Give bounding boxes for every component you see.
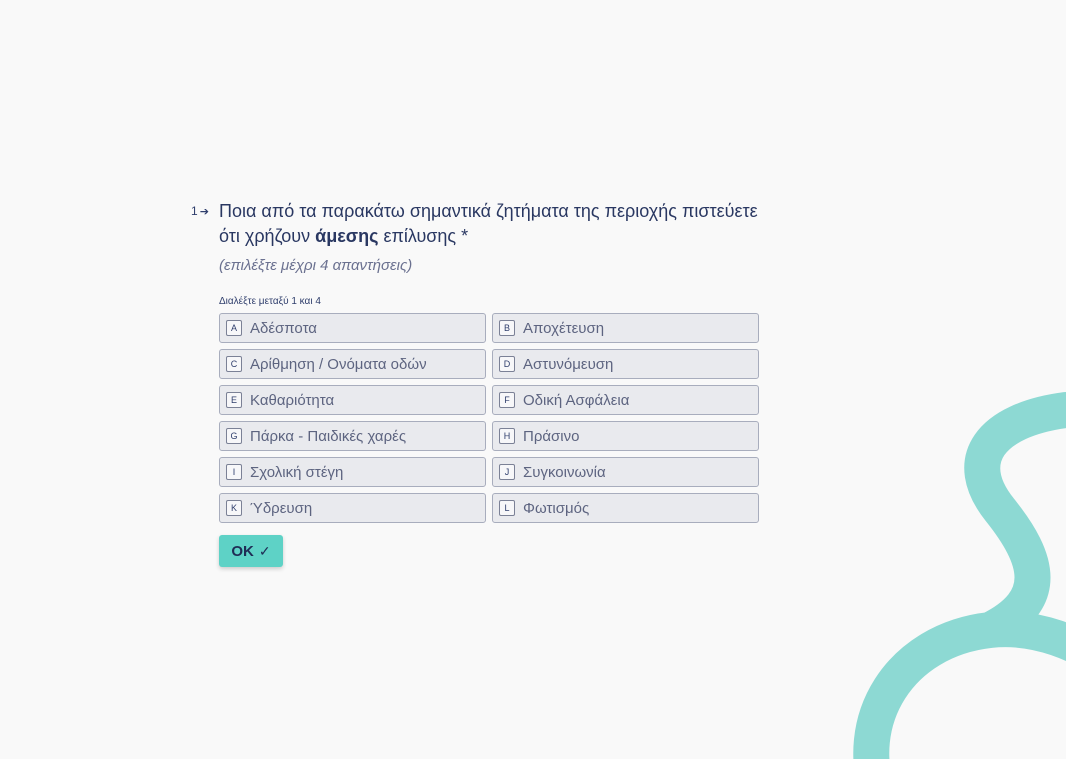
choice-label: Σχολική στέγη bbox=[250, 463, 344, 481]
choice-key: G bbox=[226, 428, 242, 444]
choice-j[interactable] bbox=[492, 457, 759, 487]
question-title-bold: άμεσης bbox=[315, 226, 379, 246]
check-icon: ✓ bbox=[258, 542, 271, 559]
choice-k[interactable] bbox=[219, 493, 486, 523]
choice-label: Πράσινο bbox=[523, 427, 580, 445]
choice-label: Αδέσποτα bbox=[250, 319, 317, 337]
choice-label: Συγκοινωνία bbox=[523, 463, 606, 481]
choice-label: Πάρκα - Παιδικές χαρές bbox=[250, 427, 407, 445]
choice-label: Αποχέτευση bbox=[523, 319, 605, 337]
ok-button-label: OK bbox=[231, 542, 254, 560]
selection-hint: Διαλέξτε μεταξύ 1 και 4 bbox=[219, 296, 321, 307]
question-block bbox=[191, 199, 771, 567]
question-number-text: 1 bbox=[191, 204, 198, 218]
choice-h[interactable] bbox=[492, 421, 759, 451]
choice-key: E bbox=[226, 392, 242, 408]
question-subtitle: (επιλέξτε μέχρι 4 απαντήσεις) bbox=[219, 257, 413, 274]
choice-b[interactable] bbox=[492, 313, 759, 343]
choice-key: J bbox=[499, 464, 515, 480]
choice-label: Αστυνόμευση bbox=[523, 355, 614, 373]
choice-key: C bbox=[226, 356, 242, 372]
choice-key: B bbox=[499, 320, 515, 336]
choice-a[interactable] bbox=[219, 313, 486, 343]
question-body bbox=[219, 199, 771, 567]
choice-i[interactable] bbox=[219, 457, 486, 487]
choice-key: K bbox=[226, 500, 242, 516]
choice-l[interactable] bbox=[492, 493, 759, 523]
choice-label: Αρίθμηση / Ονόματα οδών bbox=[250, 355, 427, 373]
choices-grid bbox=[219, 313, 759, 523]
choice-key: D bbox=[499, 356, 515, 372]
choice-e[interactable] bbox=[219, 385, 486, 415]
choice-g[interactable] bbox=[219, 421, 486, 451]
question-number bbox=[191, 204, 209, 218]
question-title bbox=[219, 199, 771, 249]
choice-label: Καθαριότητα bbox=[250, 391, 335, 409]
arrow-right-icon: ➔ bbox=[199, 205, 209, 218]
choice-label: Ύδρευση bbox=[250, 499, 313, 517]
decorative-swirl-shape bbox=[871, 410, 1066, 759]
choice-c[interactable] bbox=[219, 349, 486, 379]
choice-key: H bbox=[499, 428, 515, 444]
ok-button[interactable] bbox=[219, 535, 283, 567]
choice-label: Φωτισμός bbox=[523, 499, 590, 517]
question-title-part2: επίλυσης * bbox=[378, 226, 469, 246]
choice-key: F bbox=[499, 392, 515, 408]
choice-f[interactable] bbox=[492, 385, 759, 415]
choice-key: L bbox=[499, 500, 515, 516]
choice-d[interactable] bbox=[492, 349, 759, 379]
choice-key: I bbox=[226, 464, 242, 480]
choice-key: A bbox=[226, 320, 242, 336]
question-title-part1: Ποια από τα παρακάτω σημαντικά ζητήματα της περιοχής πιστεύετε ότι χρήζουν bbox=[219, 201, 758, 246]
choice-label: Οδική Ασφάλεια bbox=[523, 391, 630, 409]
